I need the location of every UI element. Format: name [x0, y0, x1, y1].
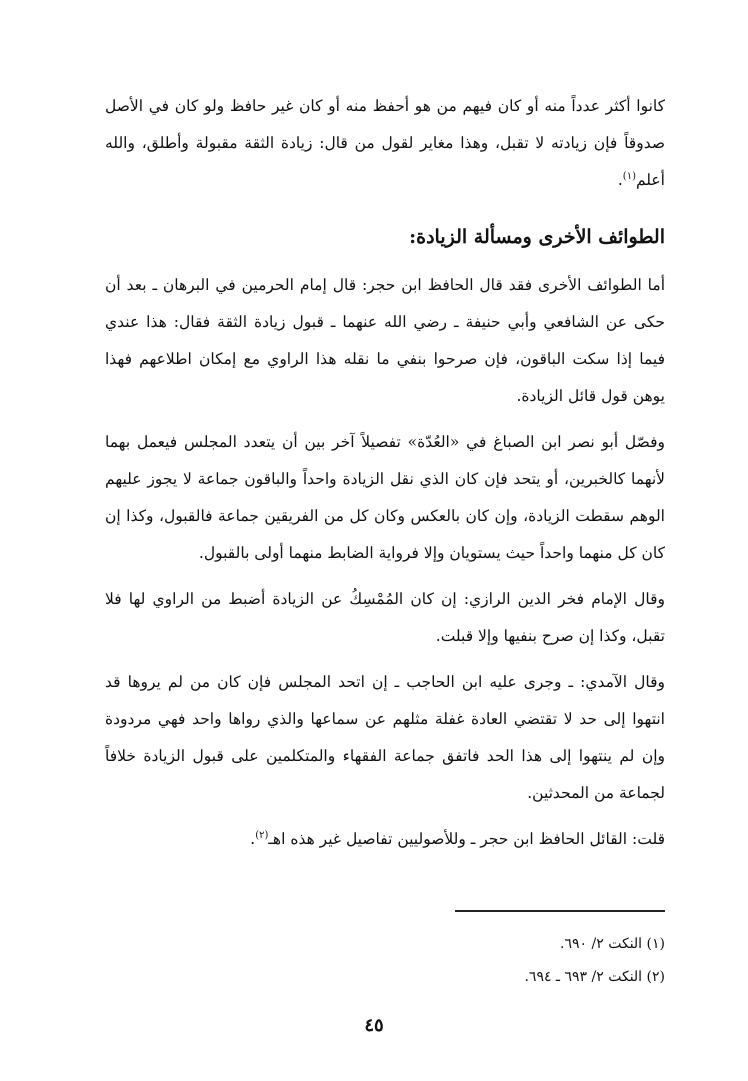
footnote-1: (١) النكت ٢/ ٦٩٠.: [560, 936, 665, 952]
paragraph-1-text: كانوا أكثر عدداً منه أو كان فيهم من هو أحفظ منه أو كان غير حافظ ولو كان في الأصل صدوقاً فإن زيادته لا تقبل، وهذا مغاير لقول من قال: زيادة الثقة مقبولة وأطلق، والله أعلم: [105, 97, 665, 189]
paragraph-3: وفصّل أبو نصر ابن الصباغ في «العُدّة» تفصيلاً آخر بين أن يتعدد المجلس فيعمل بهما لأنهما كالخبرين، أو يتحد فإن كان الذي نقل الزيادة واحداً والباقون جماعة لا يجوز عليهم الوهم سقطت الزيادة، وإن كان بالعكس وكان كل من الفريقين جماعة فالقبول، وكذا إن كان كل منهما واحداً حيث يستويان وإلا فرواية الضابط منهما أولى بالقبول.: [105, 433, 665, 562]
footnote-ref-2: (٢): [255, 829, 269, 841]
page-body: [105, 88, 665, 858]
paragraph-1: [105, 88, 665, 199]
footnote-ref-1: (١): [622, 170, 636, 182]
footnote-2: (٢) النكت ٢/ ٦٩٣ ـ ٦٩٤.: [524, 969, 665, 985]
paragraph-4: وقال الإمام فخر الدين الرازي: إن كان المُمْسِكُ عن الزيادة أضبط من الراوي لها فلا تقبل، وكذا إن صرح بنفيها وإلا قبلت.: [105, 590, 665, 645]
footnote-divider: [455, 910, 665, 912]
paragraph-6-end: .: [250, 830, 256, 848]
paragraph-6-text: قلت: القائل الحافظ ابن حجر ـ وللأصوليين تفاصيل غير هذه اهـ: [268, 830, 665, 848]
section-heading: الطوائف الأخرى ومسألة الزيادة:: [409, 226, 665, 248]
paragraph-2: أما الطوائف الأخرى فقد قال الحافظ ابن حجر: قال إمام الحرمين في البرهان ـ بعد أن حكى عن الشافعي وأبي حنيفة ـ رضي الله عنهما ـ قبول زيادة الثقة فقال: هذا عندي فيما إذا سكت الباقون، فإن صرحوا بنفي ما نقله هذا الراوي مع إمكان اطلاعهم فهذا يوهن قول قائل الزيادة.: [105, 276, 665, 405]
paragraph-1-end: .: [617, 171, 623, 189]
paragraph-5: وقال الآمدي: ـ وجرى عليه ابن الحاجب ـ إن اتحد المجلس فإن كان من لم يروها قد انتهوا إلى حد لا تقتضي العادة غفلة مثلهم عن سماعها والذي رواها واحد فهي مردودة وإن لم ينتهوا إلى هذا الحد فاتفق جماعة الفقهاء والمتكلمين على قبول الزيادة خلافاً لجماعة من المحدثين.: [105, 673, 665, 802]
page-number: ٤٥: [364, 1015, 384, 1036]
footnotes: [105, 928, 665, 994]
paragraph-6: [105, 821, 665, 858]
